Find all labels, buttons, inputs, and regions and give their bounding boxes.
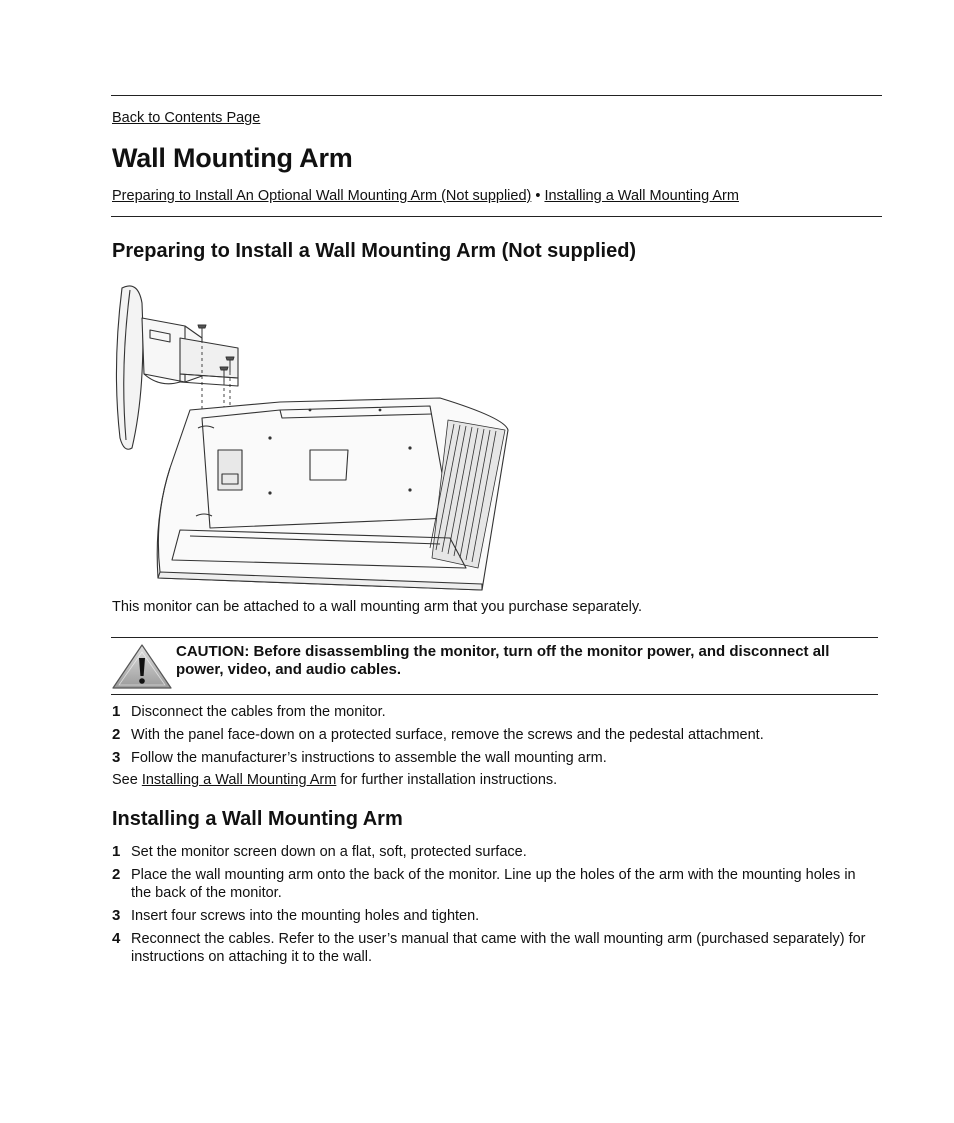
- installing-steps-list: [112, 843, 878, 971]
- step-number: 3: [112, 749, 121, 766]
- step-text: Reconnect the cables. Refer to the user’s manual that came with the wall mounting arm (purchased separately) for instructions on attaching it to the wall.: [131, 931, 866, 965]
- step-text: Follow the manufacturer’s instructions to assemble the wall mounting arm.: [131, 750, 607, 766]
- toc-separator: •: [535, 188, 541, 204]
- step-number: 2: [112, 726, 121, 743]
- preparing-steps-list: [112, 703, 878, 772]
- warning-triangle-icon: [111, 642, 173, 690]
- step-text: With the panel face-down on a protected surface, remove the screws and the pedestal attachment.: [131, 727, 764, 743]
- step-text: Place the wall mounting arm onto the back of the monitor. Line up the holes of the arm with the mounting holes in the back of the monitor.: [131, 867, 856, 901]
- see-suffix: for further installation instructions.: [336, 772, 558, 788]
- toc-link-preparing[interactable]: Preparing to Install An Optional Wall Mounting Arm (Not supplied): [112, 188, 532, 204]
- list-item: [112, 726, 878, 744]
- top-divider: [111, 95, 882, 96]
- caution-text: CAUTION: Before disassembling the monitor, turn off the monitor power, and disconnect all power, video, and audio cables.: [176, 643, 830, 678]
- step-number: 1: [112, 843, 121, 860]
- step-number: 4: [112, 930, 121, 947]
- page-title: Wall Mounting Arm: [112, 143, 353, 173]
- header-divider: [111, 216, 882, 217]
- list-item: [112, 930, 878, 966]
- see-prefix: See: [112, 772, 142, 788]
- step-number: 3: [112, 907, 121, 924]
- section-heading-preparing: Preparing to Install a Wall Mounting Arm (Not supplied): [112, 240, 637, 262]
- step-text: Disconnect the cables from the monitor.: [131, 704, 386, 720]
- list-item: [112, 843, 878, 861]
- see-also-paragraph: [112, 772, 557, 788]
- list-item: [112, 749, 878, 767]
- step-text: Insert four screws into the mounting holes and tighten.: [131, 908, 480, 924]
- section-heading-installing: Installing a Wall Mounting Arm: [112, 808, 403, 830]
- section-links: [112, 188, 739, 204]
- list-item: [112, 703, 878, 721]
- intro-paragraph: This monitor can be attached to a wall mounting arm that you purchase separately.: [112, 599, 643, 615]
- step-text: Set the monitor screen down on a flat, soft, protected surface.: [131, 844, 527, 860]
- caution-box: [111, 637, 878, 695]
- toc-link-installing[interactable]: Installing a Wall Mounting Arm: [544, 188, 739, 204]
- list-item: [112, 866, 878, 902]
- installing-arm-link[interactable]: Installing a Wall Mounting Arm: [141, 772, 337, 788]
- list-item: [112, 907, 878, 925]
- back-to-contents-link[interactable]: Back to Contents Page: [112, 110, 261, 126]
- step-number: 1: [112, 703, 121, 720]
- step-number: 2: [112, 866, 121, 883]
- monitor-wall-mount-illustration: [110, 278, 510, 594]
